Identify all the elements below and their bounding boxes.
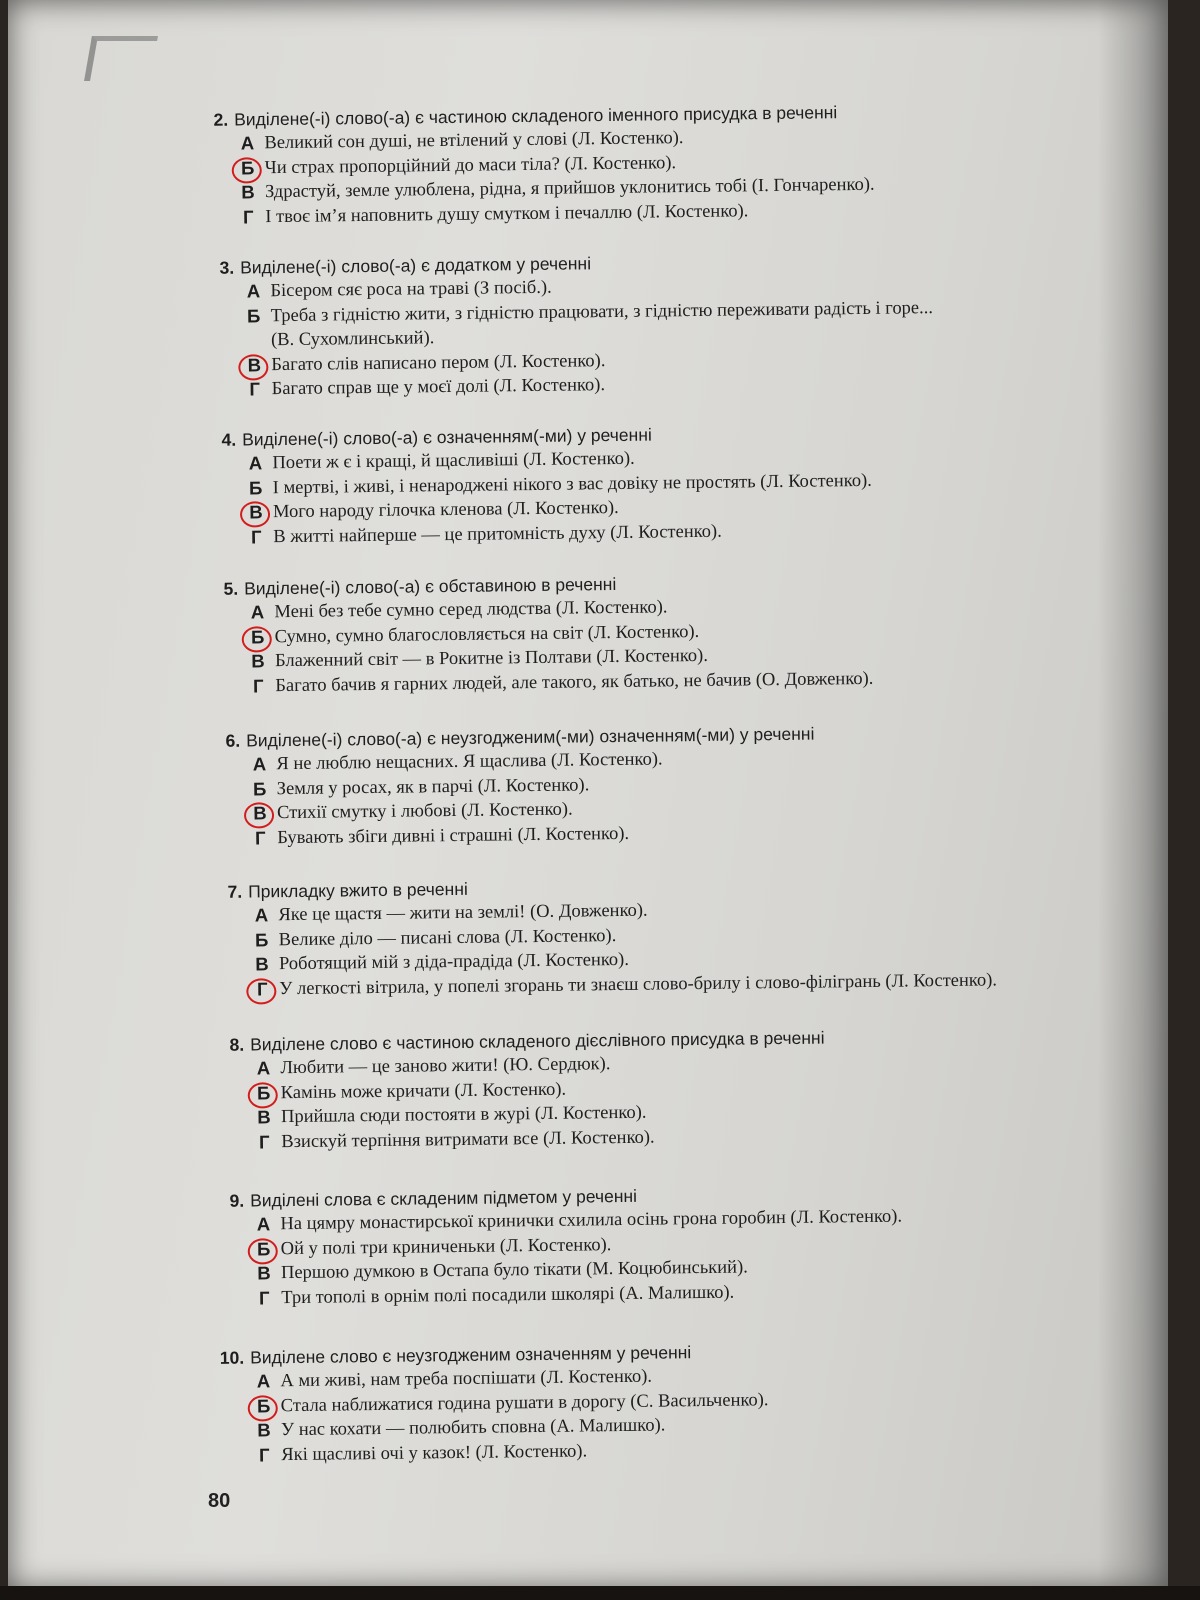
option-d[interactable]: Г І твоє ім’я наповнить душу смутком і печаллю (Л. Костенко). xyxy=(242,200,749,227)
selected-answer-circle: Б xyxy=(253,1081,275,1106)
option-b[interactable]: Б Стала наближатися година рушати в дорогу (С. Васильченко). xyxy=(215,1388,769,1419)
selected-answer-circle: Б xyxy=(237,156,259,181)
option-a[interactable]: А Яке це щастя — жити на землі! (О. Довженко). xyxy=(254,900,648,926)
question-8 xyxy=(214,1026,826,1155)
option-c[interactable]: В Першою думкою в Остапа було тікати (М. Коцюбинський). xyxy=(257,1257,748,1284)
question-10 xyxy=(214,1339,769,1468)
option-d[interactable]: Г Три тополі в орнім полі посадили школярі (А. Малишко). xyxy=(258,1282,735,1308)
option-c[interactable]: В У нас кохати — полюбить сповна (А. Малишко). xyxy=(257,1415,666,1441)
option-b[interactable]: Б І мертві, і живі, і ненароджені нікого з вас довіку не простять (Л. Костенко). xyxy=(248,470,872,498)
option-b[interactable]: Б Земля у росах, як в парчі (Л. Костенко). xyxy=(252,774,590,799)
option-d[interactable]: Г Багато бачив я гарних людей, але такого, як батько, не бачив (О. Довженко). xyxy=(252,668,874,696)
option-b[interactable]: Б Велике діло — писані слова (Л. Костенко). xyxy=(254,925,617,950)
selected-answer-circle: В xyxy=(245,500,267,525)
option-a[interactable]: А Великий сон душі, не втілений у слові (Л. Костенко). xyxy=(240,128,684,154)
option-b[interactable]: Б Чи страх пропорційний до маси тіла? (Л. Костенко). xyxy=(199,148,875,181)
option-a[interactable]: А Мені без тебе сумно серед людства (Л. Костенко). xyxy=(250,597,668,623)
option-d[interactable]: Г Бувають збіги дивні і страшні (Л. Костенко). xyxy=(254,823,630,848)
question-title: 3. Виділене(-і) слово(-а) є додатком у реченні xyxy=(219,253,592,278)
background-surface xyxy=(0,1586,1200,1600)
question-5 xyxy=(208,569,874,699)
option-a[interactable]: А На цямру монастирської кринички схилила осінь грона горобин (Л. Костенко). xyxy=(256,1206,903,1235)
selected-answer-circle: Г xyxy=(251,977,273,1002)
option-b[interactable]: Б Камінь може кричати (Л. Костенко). xyxy=(215,1074,826,1106)
selected-answer-circle: В xyxy=(249,801,271,826)
question-4 xyxy=(206,420,873,550)
option-c[interactable]: В Здрастуй, земле улюблена, рідна, я прийшов уклонитись тобі (І. Гончаренко). xyxy=(241,174,875,203)
option-d[interactable]: Г Які щасливі очі у казок! (Л. Костенко). xyxy=(258,1440,588,1465)
question-2 xyxy=(198,100,875,230)
option-a[interactable]: А А ми живі, нам треба поспішати (Л. Костенко). xyxy=(256,1366,653,1392)
question-3 xyxy=(204,247,934,402)
option-d[interactable]: Г У легкості вітрила, у попелі згорань ти знаєш слово-брилу і слово-філігрань (Л. Костенко). xyxy=(213,968,997,1002)
option-b[interactable]: Б Сумно, сумно благословляється на світ (Л. Костенко). xyxy=(209,617,873,650)
option-a[interactable]: А Поети ж є і кращі, й щасливіші (Л. Костенко). xyxy=(248,448,635,474)
option-b[interactable]: Б Треба з гідністю жити, з гідністю працювати, з гідністю переживати радість і горе... xyxy=(246,297,934,326)
selected-answer-circle: Б xyxy=(253,1237,275,1262)
question-title: 4. Виділене(-і) слово(-а) є означенням(-ми) у реченні xyxy=(221,424,652,450)
option-d[interactable]: Г Взискуй терпіння витримати все (Л. Костенко). xyxy=(258,1127,655,1152)
option-a[interactable]: А Любити — це заново жити! (Ю. Сердюк). xyxy=(256,1054,611,1079)
question-title: 10. Виділене слово є неузгодженим означенням у реченні xyxy=(219,1342,692,1368)
question-title: 7. Прикладку вжито в реченні xyxy=(227,878,468,902)
option-c[interactable]: В Блаженний світ — в Рокитне із Полтави (Л. Костенко). xyxy=(251,645,709,672)
question-title: 6. Виділене(-і) слово(-а) є неузгодженим(-ми) означенням(-ми) у реченні xyxy=(225,723,815,751)
selected-answer-circle: Б xyxy=(253,1394,275,1419)
option-d[interactable]: Г Багато справ ще у моєї долі (Л. Костенко). xyxy=(249,375,606,400)
option-a[interactable]: А Я не люблю нещасних. Я щаслива (Л. Костенко). xyxy=(252,749,663,775)
option-d[interactable]: Г В житті найперше — це притомність духу (Л. Костенко). xyxy=(250,521,722,547)
selected-answer-circle: Б xyxy=(247,625,269,650)
page-number: 80 xyxy=(208,1490,231,1512)
option-b[interactable]: Б Ой у полі три криниченьки (Л. Костенко). xyxy=(215,1229,903,1262)
option-a[interactable]: А Бісером сяє роса на траві (З посіб.). xyxy=(246,277,552,302)
selected-answer-circle: В xyxy=(243,353,265,378)
option-c[interactable]: В Багато слів написано пером (Л. Костенко). xyxy=(205,345,934,378)
option-b-continuation: (В. Сухомлинський). xyxy=(270,328,435,351)
question-title: 2. Виділене(-і) слово(-а) є частиною складеного іменного присудка в реченні xyxy=(213,102,838,130)
option-c[interactable]: В Прийшла сюди постояти в журі (Л. Костенко). xyxy=(257,1102,647,1128)
question-title: 5. Виділене(-і) слово(-а) є обставиною в реченні xyxy=(223,574,617,599)
question-9 xyxy=(214,1181,903,1311)
question-7 xyxy=(212,870,997,1002)
option-c[interactable]: В Роботящий мій з діда-прадіда (Л. Костенко). xyxy=(255,949,630,975)
question-title: 9. Виділені слова є складеним підметом у реченні xyxy=(229,1185,638,1211)
option-c[interactable]: В Стихії смутку і любові (Л. Костенко). xyxy=(211,795,816,827)
option-c[interactable]: В Мого народу гілочка кленова (Л. Костенко). xyxy=(207,493,872,526)
question-title: 8. Виділене слово є частиною складеного дієслівного присудка в реченні xyxy=(229,1027,825,1055)
corner-fold-mark xyxy=(84,36,158,81)
paper-sheet xyxy=(8,0,1168,1590)
question-6 xyxy=(210,722,816,851)
